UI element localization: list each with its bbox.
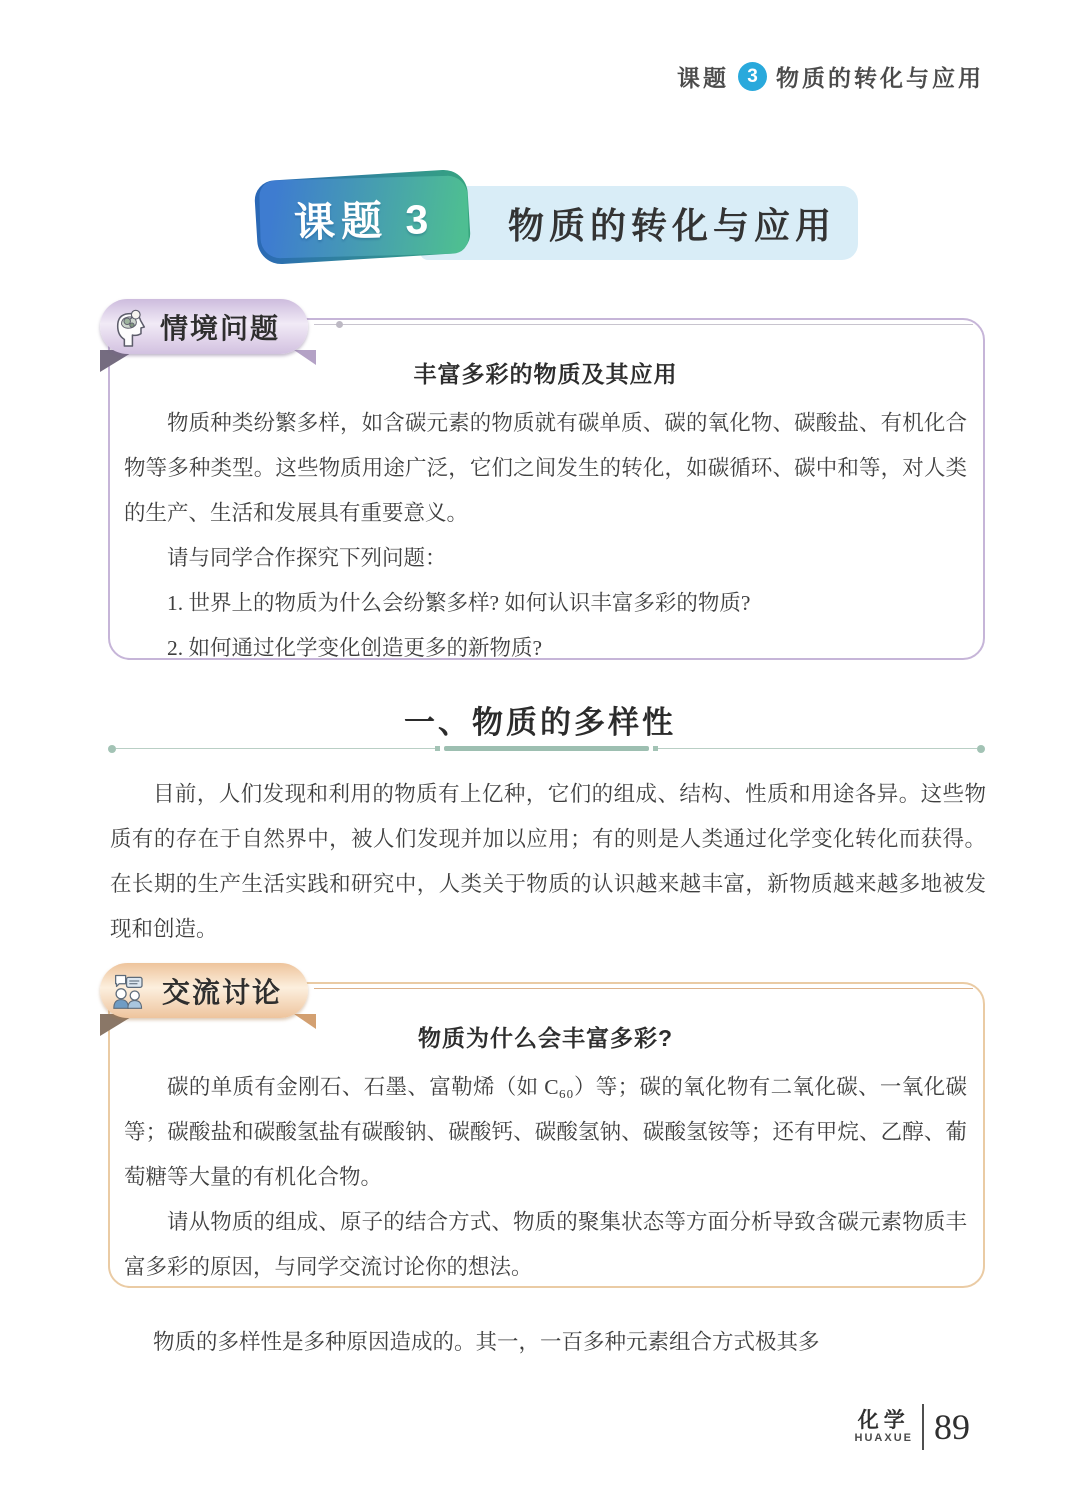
footer-subject-pinyin: HUAXUE bbox=[854, 1431, 913, 1444]
lesson-badge: 课题 3 bbox=[259, 175, 469, 258]
situation-lead-in: 请与同学合作探究下列问题： bbox=[167, 546, 447, 570]
chapter-title-banner: 物质的转化与应用 bbox=[420, 186, 858, 260]
discussion-paragraph-1: 碳的单质有金刚石、石墨、富勒烯（如 C₆₀）等；碳的氧化物有二氧化碳、一氧化碳等；碳酸盐和碳酸氢盐有碳酸钠、碳酸钙、碳酸氢钠、碳酸氢铵等；还有甲烷、乙醇、葡萄糖等大量的有机化合物。 bbox=[124, 1075, 967, 1189]
page-number: 89 bbox=[934, 1407, 970, 1447]
discussion-pill bbox=[100, 963, 308, 1018]
pill-fold-right bbox=[294, 1014, 316, 1029]
footer-subject-cn: 化学 bbox=[857, 1408, 910, 1432]
closing-paragraph: 物质的多样性是多种原因造成的。其一，一百多种元素组合方式极其多 bbox=[153, 1330, 820, 1354]
footer-divider bbox=[922, 1404, 924, 1450]
divider-thick-center bbox=[444, 746, 649, 751]
footer-subject bbox=[855, 1410, 913, 1445]
header-rule-dot bbox=[336, 321, 343, 328]
section-paragraph: 目前，人们发现和利用的物质有上亿种，它们的组成、结构、性质和用途各异。这些物质有的存在于自然界中，被人们发现并加以应用；有的则是人类通过化学变化转化而获得。在长期的生产生活实践和研究中，人类关于物质的认识越来越丰富，新物质越来越多地被发现和创造。 bbox=[110, 782, 986, 941]
situation-problem-box bbox=[108, 312, 985, 660]
discussion-pill-label: 交流讨论 bbox=[162, 976, 283, 1008]
situation-question-1: 1. 世界上的物质为什么会纷繁多样? 如何认识丰富多彩的物质? bbox=[167, 591, 751, 615]
divider-dot-right bbox=[977, 745, 985, 753]
divider-thin-right bbox=[658, 748, 977, 749]
discussion-title: 物质为什么会丰富多彩? bbox=[417, 1025, 674, 1051]
situation-problem-pill bbox=[100, 299, 308, 354]
running-head-lesson-title: 物质的转化与应用 bbox=[776, 65, 984, 91]
divider-dot-left bbox=[108, 745, 116, 753]
situation-problem-pill-label: 情境问题 bbox=[160, 312, 281, 344]
running-head bbox=[677, 60, 984, 93]
running-head-lesson-label: 课题 bbox=[677, 65, 729, 91]
situation-paragraph: 物质种类纷繁多样，如含碳元素的物质就有碳单质、碳的氧化物、碳酸盐、有机化合物等多种类型。这些物质用途广泛，它们之间发生的转化，如碳循环、碳中和等，对人类的生产、生活和发展具有重要意义。 bbox=[124, 411, 967, 525]
lesson-number-badge: 3 bbox=[738, 62, 767, 91]
brain-gear-icon bbox=[112, 306, 150, 348]
page-footer bbox=[855, 1404, 970, 1450]
header-rule-line bbox=[314, 324, 973, 325]
discussion-people-icon bbox=[112, 972, 152, 1010]
header-rule-line bbox=[314, 988, 973, 989]
divider-square-left bbox=[435, 746, 440, 751]
section-divider bbox=[108, 744, 985, 753]
discussion-paragraph-2: 请从物质的组成、原子的结合方式、物质的聚集状态等方面分析导致含碳元素物质丰富多彩的原因，与同学交流讨论你的想法。 bbox=[124, 1210, 967, 1279]
situation-question-2: 2. 如何通过化学变化创造更多的新物质? bbox=[167, 636, 543, 660]
divider-thin-left bbox=[116, 748, 435, 749]
pill-fold-right bbox=[294, 350, 316, 365]
section-heading: 一、物质的多样性 bbox=[404, 705, 676, 740]
situation-title: 丰富多彩的物质及其应用 bbox=[413, 361, 678, 387]
discussion-box bbox=[108, 976, 985, 1288]
